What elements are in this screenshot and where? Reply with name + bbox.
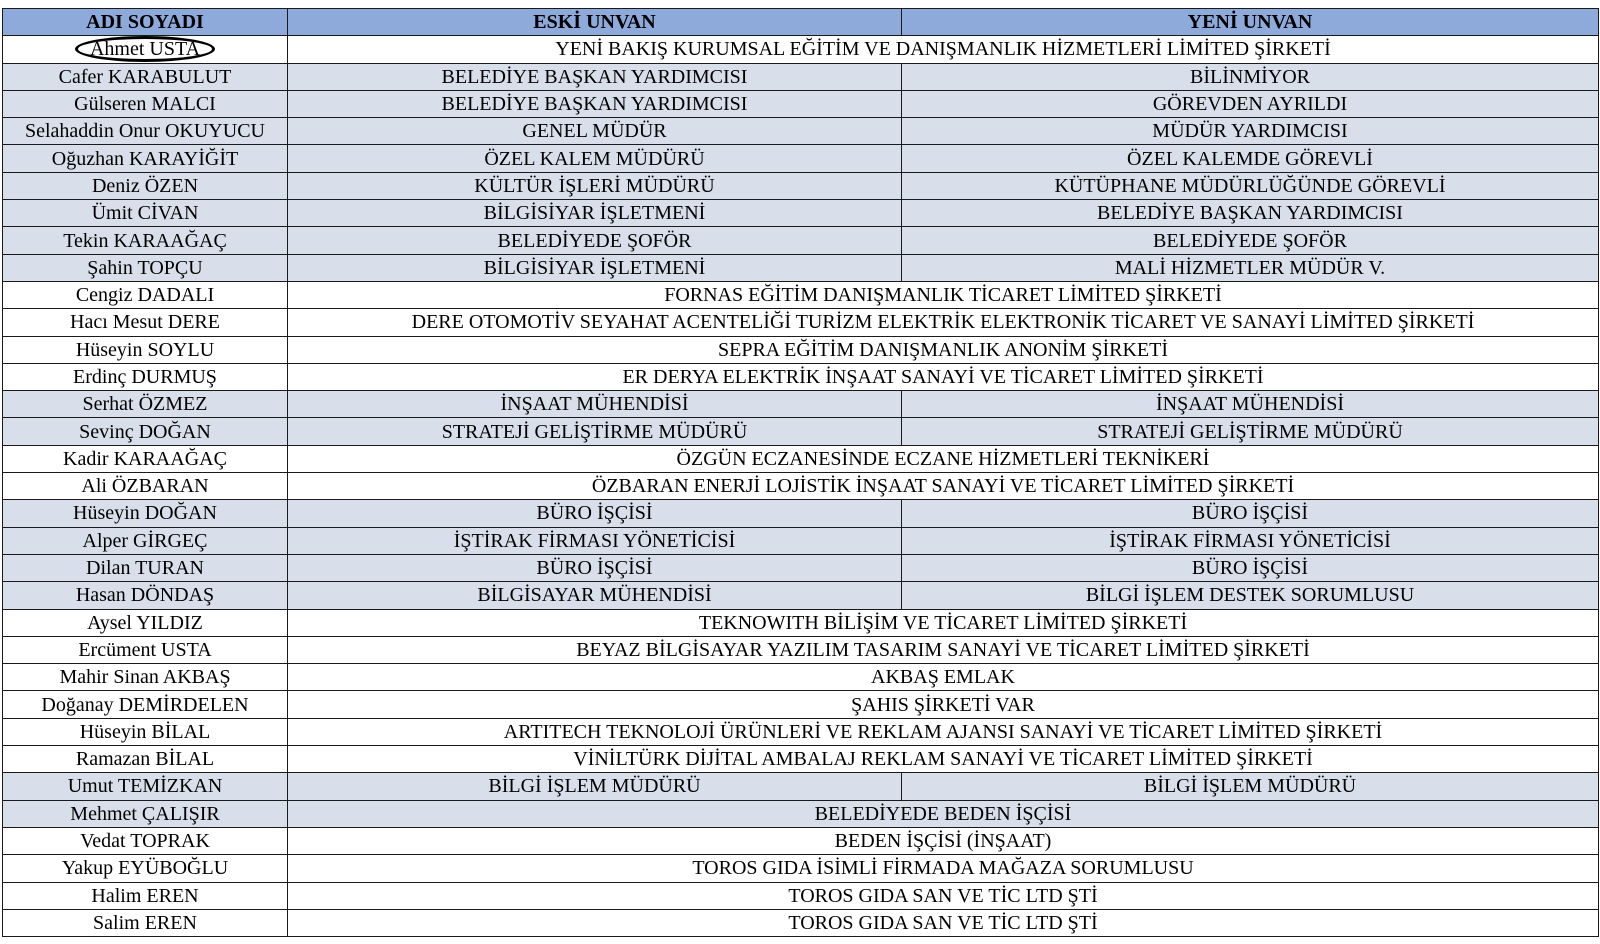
table-row [3,609,1599,636]
cell-old-title: BİLGİ İŞLEM MÜDÜRÜ [288,773,902,800]
cell-name: Hacı Mesut DERE [3,309,288,336]
cell-merged-title: AKBAŞ EMLAK [288,664,1599,691]
table-row [3,473,1599,500]
table-row [3,363,1599,390]
cell-merged-title: ER DERYA ELEKTRİK İNŞAAT SANAYİ VE TİCARET LİMİTED ŞİRKETİ [288,363,1599,390]
cell-name: Tekin KARAAĞAÇ [3,227,288,254]
cell-old-title: ÖZEL KALEM MÜDÜRÜ [288,145,902,172]
cell-new-title: BÜRO İŞÇİSİ [902,554,1599,581]
cell-name: Umut TEMİZKAN [3,773,288,800]
cell-name: Salim EREN [3,909,288,936]
cell-name: Sevinç DOĞAN [3,418,288,445]
cell-old-title: KÜLTÜR İŞLERİ MÜDÜRÜ [288,172,902,199]
table-row [3,281,1599,308]
table-row [3,855,1599,882]
table-row [3,391,1599,418]
cell-merged-title: TOROS GIDA İSİMLİ FİRMADA MAĞAZA SORUMLUSU [288,855,1599,882]
cell-new-title: MÜDÜR YARDIMCISI [902,118,1599,145]
table-row [3,200,1599,227]
cell-new-title: BÜRO İŞÇİSİ [902,500,1599,527]
cell-name: Oğuzhan KARAYİĞİT [3,145,288,172]
cell-new-title: MALİ HİZMETLER MÜDÜR V. [902,254,1599,281]
cell-name: Erdinç DURMUŞ [3,363,288,390]
cell-merged-title: VİNİLTÜRK DİJİTAL AMBALAJ REKLAM SANAYİ VE TİCARET LİMİTED ŞİRKETİ [288,746,1599,773]
table-row [3,527,1599,554]
table-row [3,336,1599,363]
table-row [3,664,1599,691]
cell-old-title: İNŞAAT MÜHENDİSİ [288,391,902,418]
cell-old-title: BELEDİYE BAŞKAN YARDIMCISI [288,63,902,90]
table-row [3,691,1599,718]
cell-old-title: STRATEJİ GELİŞTİRME MÜDÜRÜ [288,418,902,445]
cell-old-title: BÜRO İŞÇİSİ [288,500,902,527]
cell-old-title: İŞTİRAK FİRMASI YÖNETİCİSİ [288,527,902,554]
document-page [2,8,1599,937]
cell-merged-title: YENİ BAKIŞ KURUMSAL EĞİTİM VE DANIŞMANLIK HİZMETLERİ LİMİTED ŞİRKETİ [288,36,1599,63]
table-row [3,172,1599,199]
cell-old-title: BELEDİYE BAŞKAN YARDIMCISI [288,90,902,117]
table-row [3,227,1599,254]
title-change-table [2,8,1599,937]
cell-merged-title: FORNAS EĞİTİM DANIŞMANLIK TİCARET LİMİTED ŞİRKETİ [288,281,1599,308]
cell-name: Alper GİRGEÇ [3,527,288,554]
cell-merged-title: TEKNOWITH BİLİŞİM VE TİCARET LİMİTED ŞİRKETİ [288,609,1599,636]
table-row [3,909,1599,936]
cell-name: Ali ÖZBARAN [3,473,288,500]
table-row [3,636,1599,663]
cell-new-title: İŞTİRAK FİRMASI YÖNETİCİSİ [902,527,1599,554]
cell-old-title: BELEDİYEDE ŞOFÖR [288,227,902,254]
table-row [3,63,1599,90]
cell-new-title: BİLGİ İŞLEM DESTEK SORUMLUSU [902,582,1599,609]
cell-new-title: STRATEJİ GELİŞTİRME MÜDÜRÜ [902,418,1599,445]
cell-name: Vedat TOPRAK [3,827,288,854]
cell-name: Hüseyin DOĞAN [3,500,288,527]
table-row [3,746,1599,773]
table-row [3,445,1599,472]
cell-merged-title: SEPRA EĞİTİM DANIŞMANLIK ANONİM ŞİRKETİ [288,336,1599,363]
header-row [3,9,1599,36]
table-row [3,827,1599,854]
cell-name: Mehmet ÇALIŞIR [3,800,288,827]
cell-name: Ercüment USTA [3,636,288,663]
cell-name: Yakup EYÜBOĞLU [3,855,288,882]
cell-name: Aysel YILDIZ [3,609,288,636]
cell-name: Hüseyin BİLAL [3,718,288,745]
circled-name: Ahmet USTA [75,36,215,62]
cell-old-title: GENEL MÜDÜR [288,118,902,145]
cell-old-title: BİLGİSİYAR İŞLETMENİ [288,200,902,227]
table-row [3,500,1599,527]
cell-new-title: BİLİNMİYOR [902,63,1599,90]
cell-new-title: BELEDİYE BAŞKAN YARDIMCISI [902,200,1599,227]
cell-new-title: İNŞAAT MÜHENDİSİ [902,391,1599,418]
cell-old-title: BİLGİSİYAR İŞLETMENİ [288,254,902,281]
cell-merged-title: DERE OTOMOTİV SEYAHAT ACENTELİĞİ TURİZM ELEKTRİK ELEKTRONİK TİCARET VE SANAYİ LİMİTED ŞİRKETİ [288,309,1599,336]
cell-name: Mahir Sinan AKBAŞ [3,664,288,691]
table-row [3,554,1599,581]
cell-name: Hasan DÖNDAŞ [3,582,288,609]
cell-name: Cengiz DADALI [3,281,288,308]
header-name: ADI SOYADI [3,9,288,36]
cell-name: Serhat ÖZMEZ [3,391,288,418]
cell-merged-title: BEYAZ BİLGİSAYAR YAZILIM TASARIM SANAYİ VE TİCARET LİMİTED ŞİRKETİ [288,636,1599,663]
table-row [3,800,1599,827]
table-row [3,36,1599,63]
cell-name: Selahaddin Onur OKUYUCU [3,118,288,145]
cell-merged-title: TOROS GIDA SAN VE TİC LTD ŞTİ [288,909,1599,936]
cell-name: Hüseyin SOYLU [3,336,288,363]
table-row [3,254,1599,281]
cell-name: Şahin TOPÇU [3,254,288,281]
cell-name: Ramazan BİLAL [3,746,288,773]
cell-merged-title: BELEDİYEDE BEDEN İŞÇİSİ [288,800,1599,827]
cell-new-title: BİLGİ İŞLEM MÜDÜRÜ [902,773,1599,800]
table-header [3,9,1599,36]
cell-old-title: BÜRO İŞÇİSİ [288,554,902,581]
cell-name: Ümit CİVAN [3,200,288,227]
cell-name: Kadir KARAAĞAÇ [3,445,288,472]
cell-new-title: KÜTÜPHANE MÜDÜRLÜĞÜNDE GÖREVLİ [902,172,1599,199]
cell-name: Deniz ÖZEN [3,172,288,199]
table-row [3,309,1599,336]
cell-name: Cafer KARABULUT [3,63,288,90]
cell-new-title: ÖZEL KALEMDE GÖREVLİ [902,145,1599,172]
cell-merged-title: ÖZBARAN ENERJİ LOJİSTİK İNŞAAT SANAYİ VE TİCARET LİMİTED ŞİRKETİ [288,473,1599,500]
table-row [3,582,1599,609]
cell-merged-title: BEDEN İŞÇİSİ (İNŞAAT) [288,827,1599,854]
cell-name: Halim EREN [3,882,288,909]
table-row [3,718,1599,745]
table-row [3,118,1599,145]
cell-merged-title: ARTITECH TEKNOLOJİ ÜRÜNLERİ VE REKLAM AJANSI SANAYİ VE TİCARET LİMİTED ŞİRKETİ [288,718,1599,745]
cell-merged-title: TOROS GIDA SAN VE TİC LTD ŞTİ [288,882,1599,909]
table-row [3,773,1599,800]
header-old-title: ESKİ UNVAN [288,9,902,36]
cell-merged-title: ŞAHIS ŞİRKETİ VAR [288,691,1599,718]
cell-merged-title: ÖZGÜN ECZANESİNDE ECZANE HİZMETLERİ TEKNİKERİ [288,445,1599,472]
table-row [3,882,1599,909]
table-row [3,90,1599,117]
table-body [3,36,1599,937]
header-new-title: YENİ UNVAN [902,9,1599,36]
cell-new-title: BELEDİYEDE ŞOFÖR [902,227,1599,254]
cell-old-title: BİLGİSAYAR MÜHENDİSİ [288,582,902,609]
cell-name: Doğanay DEMİRDELEN [3,691,288,718]
cell-name [3,36,288,63]
cell-name: Gülseren MALCI [3,90,288,117]
cell-name: Dilan TURAN [3,554,288,581]
cell-new-title: GÖREVDEN AYRILDI [902,90,1599,117]
table-row [3,145,1599,172]
table-row [3,418,1599,445]
